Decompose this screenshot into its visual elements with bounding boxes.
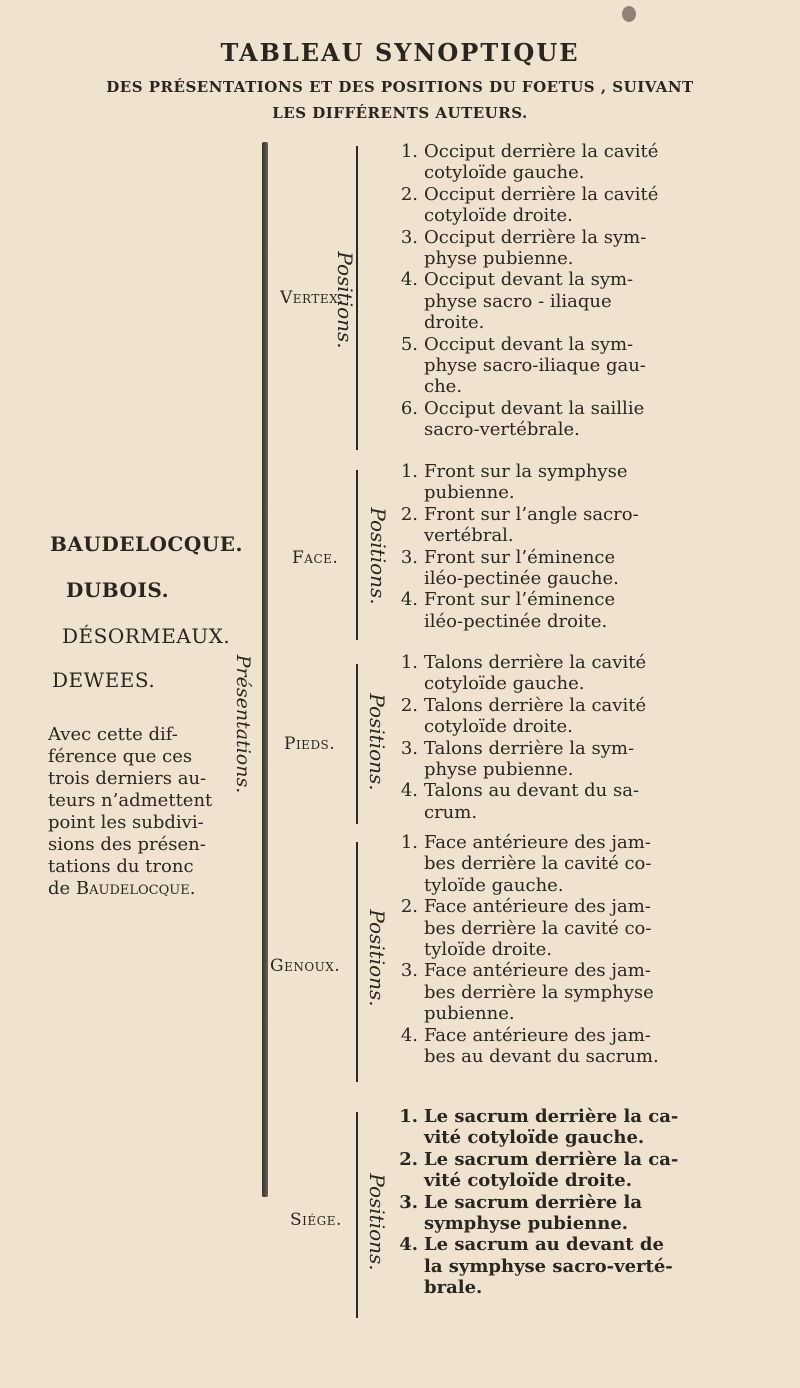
positions-list-face (392, 461, 692, 632)
main-brace-line (262, 142, 268, 1197)
note-author-name: Baudelocque. (75, 878, 196, 899)
group-label-genoux: Genoux. (270, 956, 341, 976)
position-item: 2. Occiput derrière la cavité cotyloïde droite. (400, 183, 659, 227)
group-label-pieds: Pieds. (284, 734, 336, 754)
brace-face (356, 470, 366, 640)
positions-label-vertex: Positions. (333, 251, 357, 349)
position-item: 1. Le sacrum derrière la ca- vité cotyloïde gauche. (399, 1106, 679, 1149)
subtitle-line-1: DES PRÉSENTATIONS ET DES POSITIONS DU FOETUS , SUIVANT (106, 78, 694, 96)
position-item: 3. Face antérieure des jam- bes derrière la symphyse pubienne. (400, 960, 654, 1025)
presentations-label: Présentations. (232, 654, 254, 794)
note-prefix: de (48, 878, 76, 899)
page-title: TABLEAU SYNOPTIQUE (220, 38, 580, 67)
group-label-face: Face. (292, 548, 339, 568)
position-item: 4. Occiput devant la sym- physe sacro - iliaque droite. (400, 269, 634, 334)
brace-vertex (356, 146, 366, 450)
position-item: 1. Face antérieure des jam- bes derrière la cavité co- tyloïde gauche. (400, 832, 652, 896)
note-line: teurs n’admettent (48, 790, 213, 811)
positions-list-genoux (392, 832, 692, 1067)
position-item: 4. Face antérieure des jam- bes au devant du sacrum. (400, 1024, 659, 1068)
position-item: 3. Occiput derrière la sym- physe pubienne. (400, 226, 647, 270)
note-line: trois derniers au- (48, 768, 207, 789)
note-line: Avec cette dif- (48, 724, 178, 745)
positions-label-siege: Positions. (365, 1173, 389, 1271)
note-line: férence que ces (48, 746, 193, 767)
author-dubois: DUBOIS. (66, 578, 170, 602)
position-item: 3. Le sacrum derrière la symphyse pubienne. (399, 1191, 643, 1235)
authors-note (48, 724, 233, 900)
position-item: 4. Talons au devant du sa- crum. (400, 780, 640, 823)
position-item: 2. Talons derrière la cavité cotyloïde droite. (400, 694, 647, 738)
positions-label-genoux: Positions. (365, 909, 389, 1007)
position-item: 4. Front sur l’éminence iléo-pectinée droite. (400, 589, 616, 632)
position-item: 6. Occiput devant la saillie sacro-vertébrale. (400, 397, 645, 441)
note-line-last (48, 878, 233, 900)
positions-list-pieds (392, 652, 692, 823)
position-item: 1. Talons derrière la cavité cotyloïde gauche. (400, 652, 647, 695)
positions-list-vertex (392, 141, 692, 441)
note-line: sions des présen- (48, 834, 206, 855)
group-label-siege: Siége. (290, 1210, 342, 1230)
position-item: 1. Occiput derrière la cavité cotyloïde gauche. (400, 141, 659, 184)
position-item: 3. Talons derrière la sym- physe pubienne. (400, 737, 635, 781)
position-item: 4. Le sacrum au devant de la symphyse sacro-verté- brale. (399, 1234, 673, 1299)
author-baudelocque: BAUDELOCQUE. (50, 532, 243, 556)
position-item: 2. Face antérieure des jam- bes derrière la cavité co- tyloïde droite. (400, 896, 652, 961)
positions-label-face: Positions. (366, 507, 390, 605)
author-dewees: DEWEES. (52, 668, 156, 692)
position-item: 2. Front sur l’angle sacro- vertébral. (400, 503, 639, 547)
note-line: point les subdivi- (48, 812, 204, 833)
author-desormeaux: DÉSORMEAUX. (62, 624, 231, 648)
position-item: 2. Le sacrum derrière la ca- vité cotyloïde droite. (399, 1148, 679, 1192)
position-item: 5. Occiput devant la sym- physe sacro-iliaque gau- che. (400, 333, 646, 398)
note-line: tations du tronc (48, 856, 194, 877)
position-item: 3. Front sur l’éminence iléo-pectinée gauche. (400, 546, 619, 590)
positions-label-pieds: Positions. (365, 693, 389, 791)
group-label-vertex: Vertex. (280, 288, 345, 308)
subtitle-line-2: LES DIFFÉRENTS AUTEURS. (272, 104, 528, 122)
positions-list-siege (392, 1106, 692, 1299)
ink-spot (622, 6, 636, 22)
position-item: 1. Front sur la symphyse pubienne. (400, 461, 628, 504)
